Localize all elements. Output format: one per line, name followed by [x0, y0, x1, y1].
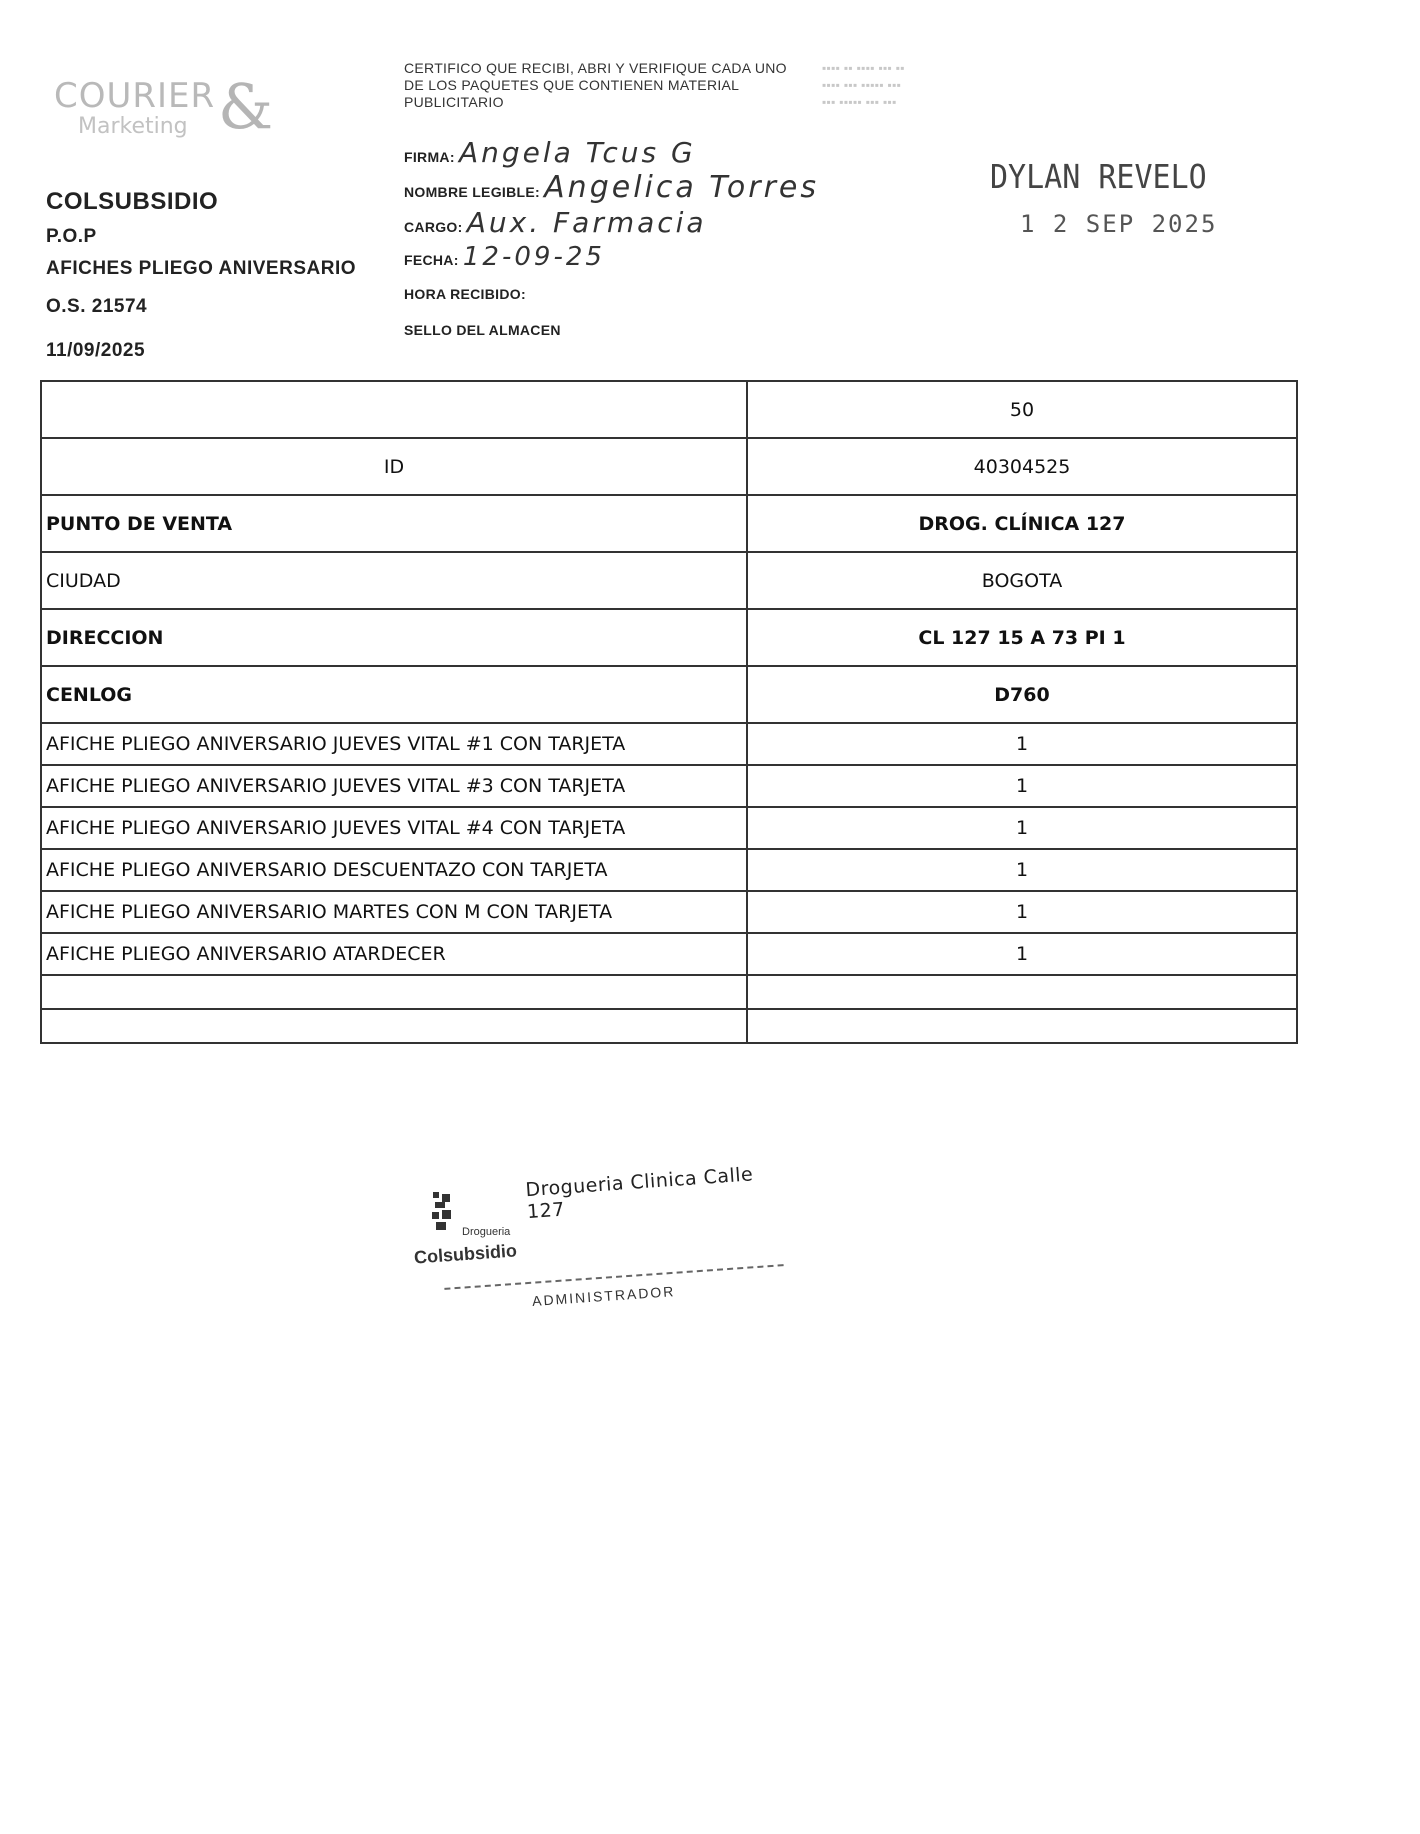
order-number: O.S. 21574: [46, 296, 148, 317]
table-cell: CIUDAD: [41, 552, 747, 609]
table-row: [41, 381, 1297, 438]
logo-text-courier: COURIER: [54, 76, 216, 116]
table-cell: [747, 1009, 1297, 1043]
table-cell: CENLOG: [41, 666, 747, 723]
store-stamp-name: Drogueria Clinica Calle 127: [524, 1163, 754, 1224]
legible-name-value: Angelica Torres: [544, 170, 820, 205]
table-cell: CL 127 15 A 73 PI 1: [747, 609, 1297, 666]
table-row: [41, 438, 1297, 495]
table-cell: 1: [747, 723, 1297, 765]
table-cell: DIRECCION: [41, 609, 747, 666]
table-cell: 1: [747, 807, 1297, 849]
table-cell: [41, 1009, 747, 1043]
position-label: CARGO:: [404, 219, 463, 235]
table-row: [41, 891, 1297, 933]
table-cell: AFICHE PLIEGO ANIVERSARIO JUEVES VITAL #3 CON TARJETA: [41, 765, 747, 807]
table-cell: AFICHE PLIEGO ANIVERSARIO JUEVES VITAL #1 CON TARJETA: [41, 723, 747, 765]
colsubsidio-logo-icon: [430, 1190, 456, 1234]
material-type: P.O.P: [46, 226, 97, 247]
table-cell: D760: [747, 666, 1297, 723]
table-row: [41, 609, 1297, 666]
table-cell: PUNTO DE VENTA: [41, 495, 747, 552]
table-cell: [41, 381, 747, 438]
signature-label: FIRMA:: [404, 149, 455, 165]
table-row: [41, 723, 1297, 765]
store-stamp-brand: Colsubsidio: [413, 1240, 518, 1268]
legible-name-field: [404, 170, 819, 205]
logo-ampersand-icon: &: [218, 70, 274, 143]
client-name: COLSUBSIDIO: [46, 188, 219, 215]
table-cell: DROG. CLÍNICA 127: [747, 495, 1297, 552]
table-cell: 1: [747, 849, 1297, 891]
certificate-text: CERTIFICO QUE RECIBI, ABRI Y VERIFIQUE CADA UNO DE LOS PAQUETES QUE CONTIENEN MATERIAL PUBLICITARIO: [404, 60, 787, 110]
date-field: [404, 242, 605, 272]
courier-logo: [40, 70, 274, 150]
document-date: 11/09/2025: [46, 340, 146, 361]
signature-field: [404, 136, 696, 169]
table-cell: 1: [747, 765, 1297, 807]
table-cell: AFICHE PLIEGO ANIVERSARIO MARTES CON M CON TARJETA: [41, 891, 747, 933]
logo-text-marketing: Marketing: [78, 114, 188, 139]
table-cell: ID: [41, 438, 747, 495]
store-stamp-brand-small: Drogueria: [462, 1226, 511, 1238]
table-row: [41, 765, 1297, 807]
table-cell: AFICHE PLIEGO ANIVERSARIO ATARDECER: [41, 933, 747, 975]
table-cell: AFICHE PLIEGO ANIVERSARIO JUEVES VITAL #4 CON TARJETA: [41, 807, 747, 849]
table-cell: 1: [747, 933, 1297, 975]
table-cell: 1: [747, 891, 1297, 933]
table-cell: [41, 975, 747, 1009]
store-seal-label: SELLO DEL ALMACEN: [404, 322, 561, 338]
store-stamp-role: ADMINISTRADOR: [531, 1283, 676, 1309]
signature-value: Angela Tcus G: [459, 136, 696, 169]
receiver-stamp-date: 1 2 SEP 2025: [1020, 210, 1218, 238]
table-row: [41, 495, 1297, 552]
table-row: [41, 933, 1297, 975]
legible-name-label: NOMBRE LEGIBLE:: [404, 184, 540, 200]
store-stamp: [410, 1160, 790, 1320]
table-row: [41, 807, 1297, 849]
table-cell: BOGOTA: [747, 552, 1297, 609]
table-cell: 50: [747, 381, 1297, 438]
table-row: [41, 666, 1297, 723]
date-label: FECHA:: [404, 252, 459, 268]
product-name: AFICHES PLIEGO ANIVERSARIO: [46, 258, 356, 279]
table-row: [41, 975, 1297, 1009]
table-row: [41, 552, 1297, 609]
table-row: [41, 1009, 1297, 1043]
signature-line: [444, 1264, 783, 1290]
table-cell: AFICHE PLIEGO ANIVERSARIO DESCUENTAZO CON TARJETA: [41, 849, 747, 891]
position-field: [404, 206, 707, 239]
faded-bleed-text: ▪▪▪▪ ▪▪ ▪▪▪▪ ▪▪▪ ▪▪ ▪▪▪▪ ▪▪▪ ▪▪▪▪▪ ▪▪▪ ▪▪▪ ▪▪▪▪▪ ▪▪▪ ▪▪▪: [822, 61, 905, 109]
table-cell: 40304525: [747, 438, 1297, 495]
table-row: [41, 849, 1297, 891]
time-received-label: HORA RECIBIDO:: [404, 286, 526, 302]
delivery-table: [40, 380, 1298, 1044]
table-cell: [747, 975, 1297, 1009]
position-value: Aux. Farmacia: [466, 206, 707, 239]
receiver-stamp-name: DYLAN REVELO: [990, 158, 1207, 197]
date-value: 12-09-25: [462, 242, 605, 272]
